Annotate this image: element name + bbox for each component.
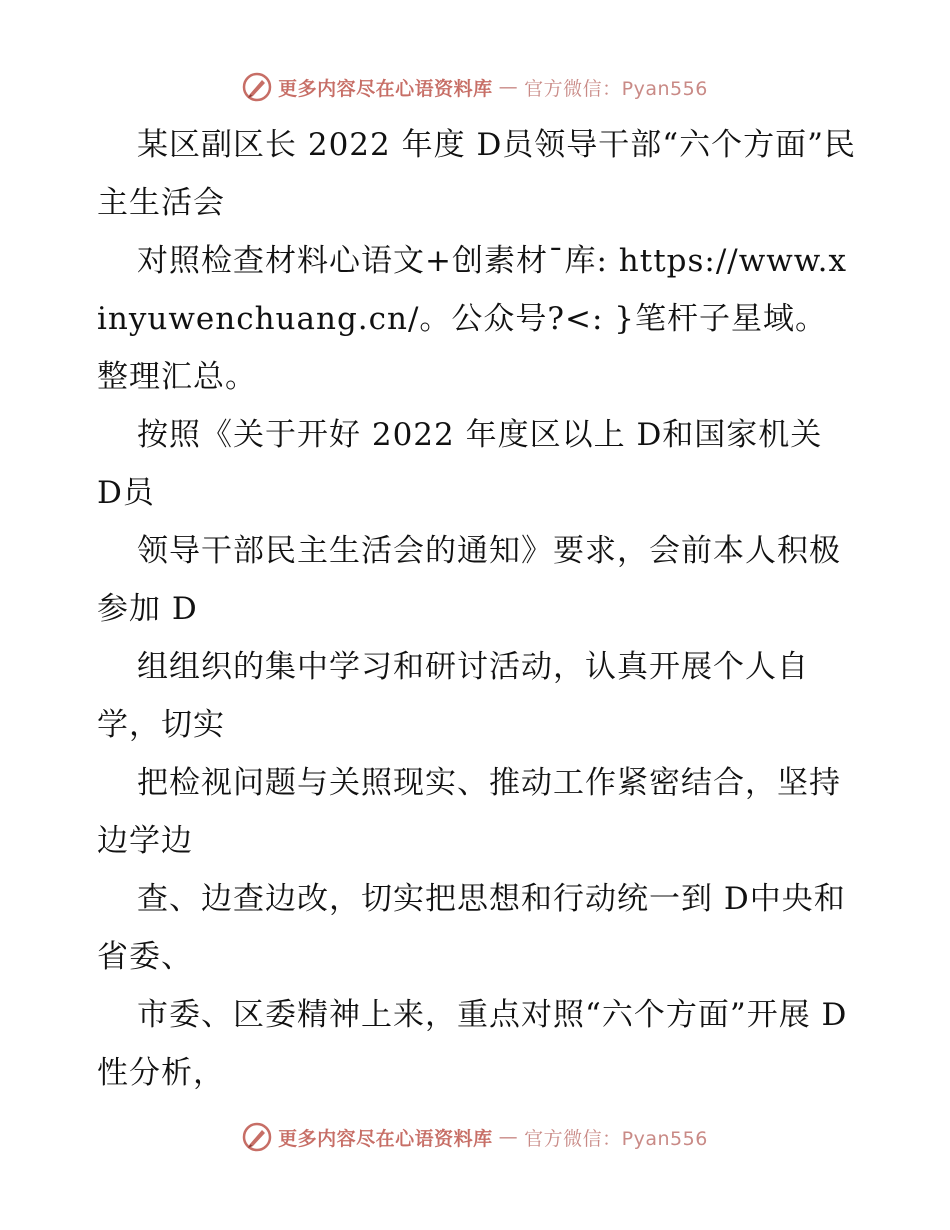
paragraph-line: 查、边查边改，切实把思想和行动统一到 D中央和省委、 bbox=[97, 881, 846, 975]
document-body bbox=[97, 116, 857, 1102]
red-pen-logo-icon bbox=[242, 72, 272, 102]
watermark-separator: — bbox=[498, 1126, 519, 1148]
watermark-brand: 更多内容尽在心语资料库 bbox=[278, 1127, 493, 1150]
paragraph-source-note: 对照检查材料心语文+创素材¯库: https://www.xinyuwenchuang.cn/。公众号?<: }笔杆子星域。整理汇总。 bbox=[97, 243, 848, 395]
paragraph-line: 组组织的集中学习和研讨活动，认真开展个人自学，切实 bbox=[97, 649, 809, 743]
watermark-brand: 更多内容尽在心语资料库 bbox=[278, 77, 493, 100]
paragraph-line: 领导干部民主生活会的通知》要求，会前本人积极参加 D bbox=[97, 533, 841, 627]
header-watermark bbox=[0, 72, 950, 102]
watermark-contact: 官方微信：Pyan556 bbox=[524, 1127, 708, 1150]
paragraph-line: 市委、区委精神上来，重点对照“六个方面”开展 D性分析， bbox=[97, 997, 848, 1091]
footer-watermark bbox=[0, 1122, 950, 1152]
paragraph-line: 按照《关于开好 2022 年度区以上 D和国家机关 D员 bbox=[97, 417, 823, 511]
document-title: 某区副区长 2022 年度 D员领导干部“六个方面”民主生活会 bbox=[97, 127, 857, 221]
red-pen-logo-icon bbox=[242, 1122, 272, 1152]
watermark-separator: — bbox=[498, 76, 519, 98]
paragraph-line: 把检视问题与关照现实、推动工作紧密结合，坚持边学边 bbox=[97, 765, 841, 859]
watermark-contact: 官方微信：Pyan556 bbox=[524, 77, 708, 100]
